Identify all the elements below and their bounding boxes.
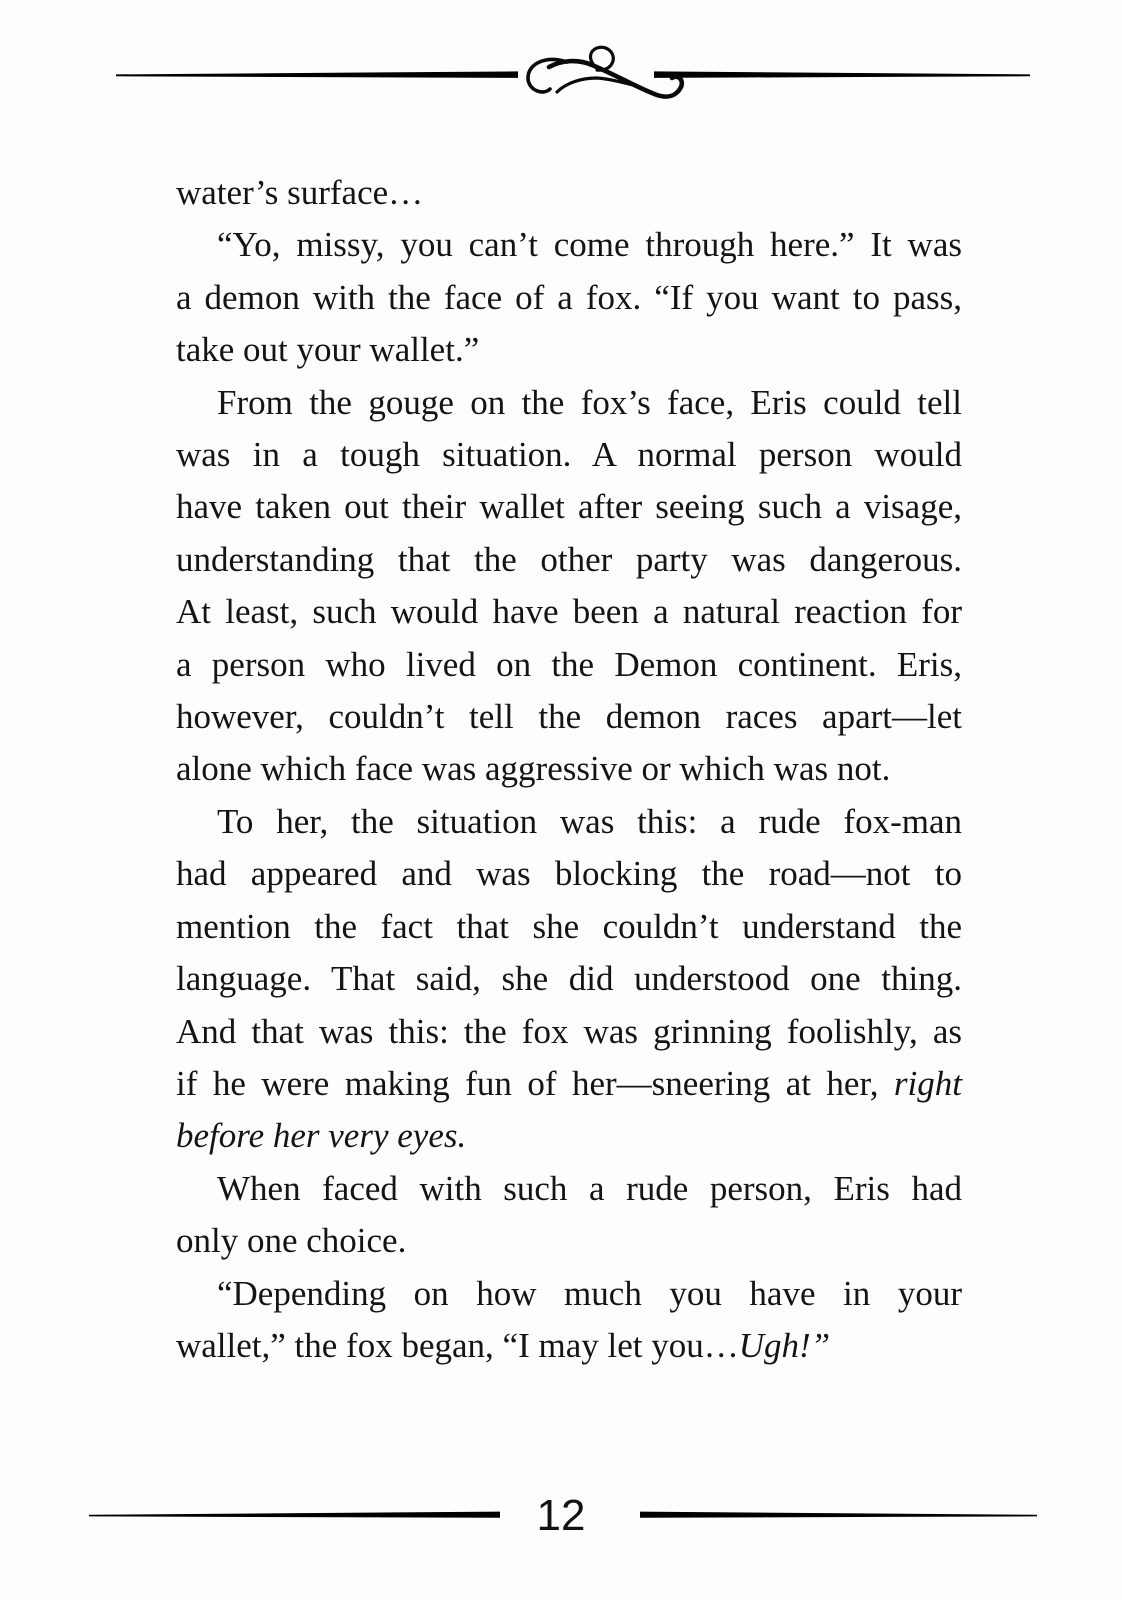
text-line — [176, 272, 962, 324]
text-segment: a person who lived on the Demon continent. Eris, — [176, 644, 962, 684]
text-line — [176, 219, 962, 271]
text-segment: To her, the situation was this: a rude fox-man — [217, 801, 962, 841]
text-segment: was in a tough situation. A normal person would — [176, 435, 962, 475]
text-line — [176, 429, 962, 481]
header-right-rule — [654, 71, 1030, 78]
flourish-ornament — [528, 47, 682, 96]
text-line — [176, 743, 962, 795]
text-line — [176, 848, 962, 900]
text-segment-italic: Ugh!” — [738, 1325, 831, 1365]
text-segment-italic: before her very eyes. — [176, 1116, 467, 1156]
text-line — [176, 377, 962, 429]
header-left-rule — [116, 71, 518, 78]
text-line — [176, 167, 962, 219]
text-line — [176, 1058, 962, 1110]
text-segment: however, couldn’t tell the demon races apart—let — [176, 697, 962, 737]
text-segment: From the gouge on the fox’s face, Eris could tell — [217, 382, 962, 422]
text-line — [176, 534, 962, 586]
text-segment: language. That said, she did understood one thing. — [176, 959, 962, 999]
text-line — [176, 901, 962, 953]
text-line — [176, 639, 962, 691]
text-segment: “Yo, missy, you can’t come through here.” It was — [217, 225, 962, 265]
text-line — [176, 953, 962, 1005]
text-line — [176, 586, 962, 638]
text-line — [176, 481, 962, 533]
page-number: 12 — [536, 1491, 586, 1540]
text-segment: And that was this: the fox was grinning foolishly, as — [176, 1011, 962, 1051]
text-segment: have taken out their wallet after seeing such a visage, — [176, 487, 962, 527]
text-segment: “Depending on how much you have in your — [217, 1273, 962, 1313]
text-line — [176, 1110, 962, 1162]
text-segment-italic: right — [893, 1063, 962, 1103]
text-segment: had appeared and was blocking the road—not to — [176, 854, 962, 894]
text-segment: water’s surface… — [176, 173, 424, 212]
text-segment: At least, such would have been a natural reaction for — [176, 592, 962, 632]
text-line — [176, 796, 962, 848]
text-line — [176, 691, 962, 743]
text-segment: alone which face was aggressive or which was not. — [176, 749, 891, 789]
text-segment: take out your wallet.” — [176, 330, 480, 370]
text-line — [176, 1268, 962, 1320]
body-text — [176, 167, 962, 1372]
header-divider — [116, 47, 1030, 96]
text-segment: understanding that the other party was dangerous. — [176, 539, 962, 579]
text-line — [176, 1163, 962, 1215]
text-segment: wallet,” the fox began, “I may let you… — [176, 1325, 739, 1365]
text-segment: a demon with the face of a fox. “If you want to pass, — [176, 277, 962, 317]
text-line — [176, 1320, 962, 1372]
text-line — [176, 1006, 962, 1058]
text-line — [176, 1215, 962, 1267]
text-segment: if he were making fun of her—sneering at her, — [176, 1063, 894, 1103]
text-line — [176, 324, 962, 376]
text-segment: only one choice. — [176, 1221, 407, 1261]
text-segment: mention the fact that she couldn’t understand the — [176, 906, 962, 946]
text-segment: When faced with such a rude person, Eris had — [217, 1168, 962, 1208]
